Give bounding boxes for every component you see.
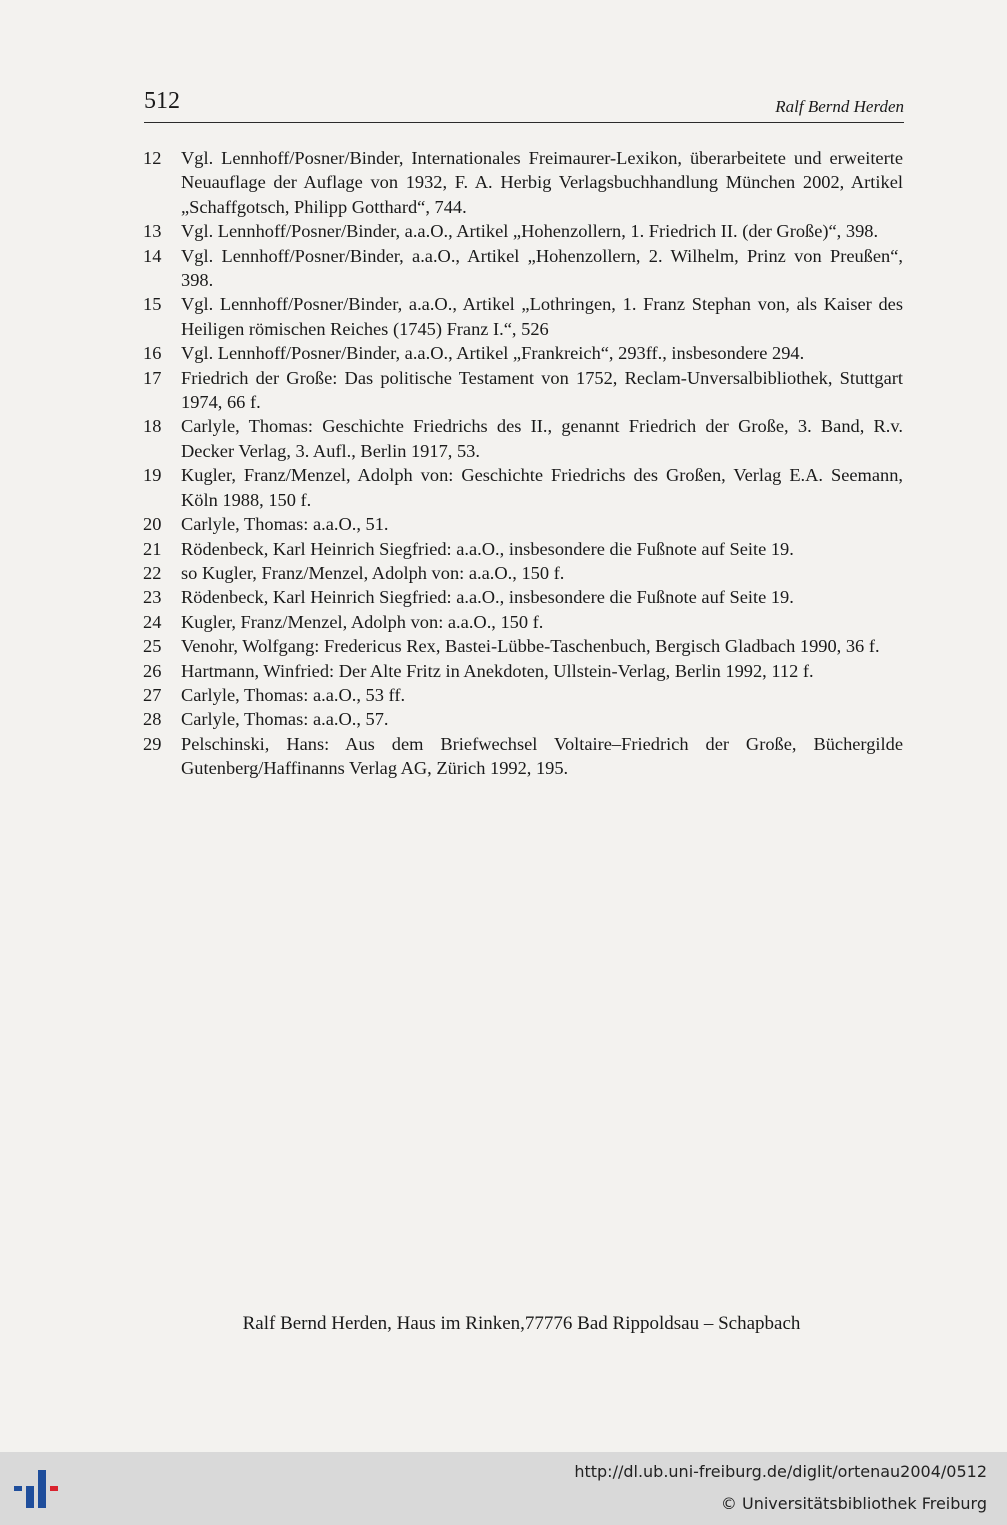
footnote-item bbox=[143, 537, 903, 561]
footnote-item bbox=[143, 732, 903, 781]
footnote-text: Kugler, Franz/Menzel, Adolph von: Geschichte Friedrichs des Großen, Verlag E.A. Seemann, Köln 1988, 150 f. bbox=[181, 465, 903, 510]
footnote-number: 24 bbox=[143, 611, 162, 632]
footnote-text: Rödenbeck, Karl Heinrich Siegfried: a.a.O., insbesondere die Fußnote auf Seite 19. bbox=[181, 587, 794, 608]
footnotes-list bbox=[143, 146, 903, 781]
footnote-number: 29 bbox=[143, 733, 162, 754]
footnote-item bbox=[143, 219, 903, 243]
footnote-text: Vgl. Lennhoff/Posner/Binder, a.a.O., Artikel „Lothringen, 1. Franz Stephan von, als Kaiser des Heiligen römischen Reiches (1745) Franz I.“, 526 bbox=[181, 294, 903, 339]
footnote-item bbox=[143, 244, 903, 293]
page-number: 512 bbox=[144, 88, 180, 114]
footnote-text: Hartmann, Winfried: Der Alte Fritz in Anekdoten, Ullstein-Verlag, Berlin 1992, 112 f. bbox=[181, 660, 814, 681]
footnote-item bbox=[143, 366, 903, 415]
footnote-text: Friedrich der Große: Das politische Testament von 1752, Reclam-Unversalbibliothek, Stuttgart 1974, 66 f. bbox=[181, 367, 903, 413]
footnote-number: 23 bbox=[143, 587, 162, 608]
footnote-number: 25 bbox=[143, 636, 162, 657]
footnote-item bbox=[143, 634, 903, 658]
author-address: Ralf Bernd Herden, Haus im Rinken,77776 Bad Rippoldsau – Schapbach bbox=[242, 1313, 801, 1334]
footnote-text: Rödenbeck, Karl Heinrich Siegfried: a.a.O., insbesondere die Fußnote auf Seite 19. bbox=[181, 538, 794, 559]
footnote-text: Kugler, Franz/Menzel, Adolph von: a.a.O., 150 f. bbox=[181, 611, 544, 632]
footnote-item bbox=[143, 512, 903, 536]
footnote-number: 21 bbox=[143, 538, 162, 559]
footnote-item bbox=[143, 561, 903, 585]
footnote-item bbox=[143, 292, 903, 341]
footnote-item bbox=[143, 707, 903, 731]
footnote-number: 22 bbox=[143, 562, 162, 583]
footnote-text: Venohr, Wolfgang: Fredericus Rex, Bastei-Lübbe-Taschenbuch, Bergisch Gladbach 1990, 36 f. bbox=[181, 636, 880, 657]
footnote-text: Vgl. Lennhoff/Posner/Binder, a.a.O., Artikel „Hohenzollern, 1. Friedrich II. (der Große)“, 398. bbox=[181, 221, 879, 242]
footnote-text: Carlyle, Thomas: Geschichte Friedrichs des II., genannt Friedrich der Große, 3. Band, R.v. Decker Verlag, 3. Aufl., Berlin 1917, 53. bbox=[181, 416, 903, 461]
footnote-item bbox=[143, 414, 903, 463]
footnote-item bbox=[143, 610, 903, 634]
library-footer bbox=[0, 1452, 1007, 1525]
footnote-number: 17 bbox=[143, 367, 162, 388]
footnote-number: 16 bbox=[143, 343, 162, 364]
footnote-text: Pelschinski, Hans: Aus dem Briefwechsel Voltaire–Friedrich der Große, Büchergilde Gutenberg/Haffinanns Verlag AG, Zürich 1992, 195. bbox=[181, 733, 903, 779]
footnote-item bbox=[143, 659, 903, 683]
ub-freiburg-logo-icon[interactable] bbox=[14, 1466, 62, 1514]
footnote-number: 15 bbox=[143, 294, 162, 315]
footnote-text: Carlyle, Thomas: a.a.O., 51. bbox=[181, 514, 389, 535]
footnote-text: Carlyle, Thomas: a.a.O., 53 ff. bbox=[181, 684, 406, 705]
footnote-number: 18 bbox=[143, 416, 162, 437]
footnote-text: Vgl. Lennhoff/Posner/Binder, a.a.O., Artikel „Frankreich“, 293ff., insbesondere 294. bbox=[181, 343, 805, 364]
footnote-item bbox=[143, 463, 903, 512]
footnote-number: 12 bbox=[143, 148, 162, 168]
footnote-number: 20 bbox=[143, 514, 162, 535]
footnote-number: 26 bbox=[143, 660, 162, 681]
footnote-item bbox=[143, 683, 903, 707]
copyright-text: © Universitätsbibliothek Freiburg bbox=[720, 1494, 987, 1513]
footnote-text: Carlyle, Thomas: a.a.O., 57. bbox=[181, 709, 389, 730]
footnote-number: 14 bbox=[143, 245, 162, 266]
footnote-number: 13 bbox=[143, 221, 162, 242]
footnote-text: Vgl. Lennhoff/Posner/Binder, Internationales Freimaurer-Lexikon, überarbeitete und erweiterte Neuauflage der Auflage von 1932, F. A. Herbig Verlagsbuchhandlung München 2002, Artikel „Schaffgotsch, Philipp Gotthard“, 744. bbox=[181, 148, 903, 217]
footnote-item bbox=[143, 585, 903, 609]
footnote-number: 28 bbox=[143, 709, 162, 730]
footnote-number: 27 bbox=[143, 684, 162, 705]
page-header bbox=[144, 88, 904, 123]
footnote-number: 19 bbox=[143, 465, 162, 486]
footnote-text: so Kugler, Franz/Menzel, Adolph von: a.a.O., 150 f. bbox=[181, 562, 565, 583]
running-head: Ralf Bernd Herden bbox=[775, 97, 904, 116]
footnote-item bbox=[143, 341, 903, 365]
footnote-item bbox=[143, 146, 903, 219]
page-url-link[interactable]: http://dl.ub.uni-freiburg.de/diglit/ortenau2004/0512 bbox=[574, 1462, 987, 1481]
footnote-text: Vgl. Lennhoff/Posner/Binder, a.a.O., Artikel „Hohenzollern, 2. Wilhelm, Prinz von Preußen“, 398. bbox=[181, 245, 903, 291]
